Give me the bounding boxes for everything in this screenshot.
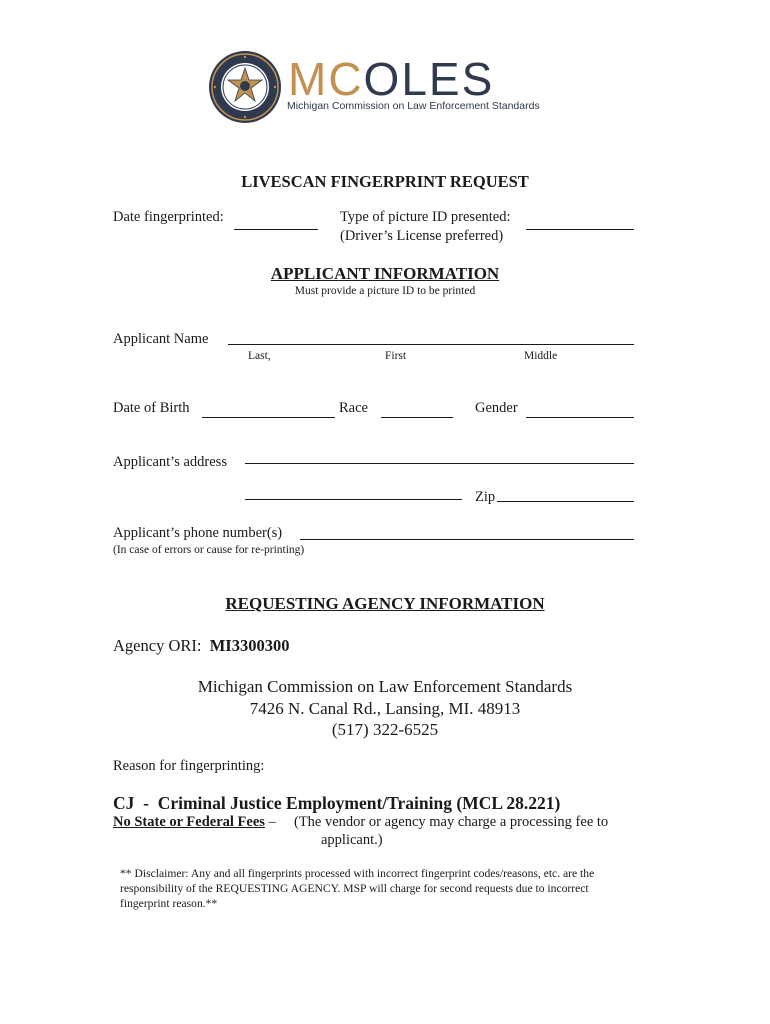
reason-code-line: CJ - Criminal Justice Employment/Training (MCL 28.221): [113, 793, 561, 813]
applicant-name-field[interactable]: [228, 344, 634, 345]
fees-label: No State or Federal Fees: [113, 814, 265, 830]
agency-phone: (517) 322-6525: [331, 720, 439, 739]
mcoles-wordmark: [288, 53, 495, 105]
logo-subtitle: Michigan Commission on Law Enforcement Standards: [287, 100, 540, 112]
phone-field[interactable]: [300, 539, 634, 540]
disclaimer-line-2: responsibility of the REQUESTING AGENCY. MSP will charge for second requests due to incorrect: [120, 882, 589, 895]
fees-note-2: applicant.): [321, 832, 383, 848]
zip-label: Zip: [475, 489, 496, 505]
wordmark-mc: MC: [288, 53, 364, 105]
gender-label: Gender: [475, 400, 518, 416]
gender-field[interactable]: [526, 417, 634, 418]
fees-line: [113, 814, 276, 831]
phone-note: (In case of errors or cause for re-printing): [113, 544, 305, 556]
fees-dash: –: [268, 814, 276, 830]
date-fingerprinted-label: Date fingerprinted:: [113, 209, 224, 225]
fees-note-1: (The vendor or agency may charge a processing fee to: [294, 814, 609, 830]
date-fingerprinted-field[interactable]: [234, 229, 318, 230]
agency-ori: [113, 636, 289, 656]
picture-id-note: (Driver’s License preferred): [340, 228, 504, 244]
name-first-caption: First: [385, 350, 407, 362]
form-title: LIVESCAN FINGERPRINT REQUEST: [241, 172, 529, 191]
disclaimer-line-1: ** Disclaimer: Any and all fingerprints processed with incorrect fingerprint codes/reasons, etc. are the: [120, 867, 595, 880]
mcoles-seal-logo: [208, 50, 282, 124]
agency-address: 7426 N. Canal Rd., Lansing, MI. 48913: [249, 699, 521, 718]
agency-name: Michigan Commission on Law Enforcement Standards: [197, 677, 573, 696]
applicant-name-label: Applicant Name: [113, 331, 209, 347]
disclaimer: [120, 866, 594, 911]
name-middle-caption: Middle: [524, 350, 558, 362]
address-line-1-field[interactable]: [245, 463, 634, 464]
address-label: Applicant’s address: [113, 454, 227, 470]
race-field[interactable]: [381, 417, 453, 418]
applicant-subheading: Must provide a picture ID to be printed: [294, 285, 476, 297]
picture-id-label: Type of picture ID presented:: [340, 209, 511, 225]
picture-id-field[interactable]: [526, 229, 634, 230]
agency-ori-label: Agency ORI:: [113, 636, 202, 655]
dob-field[interactable]: [202, 417, 335, 418]
address-line-2-field[interactable]: [245, 499, 462, 500]
applicant-heading: APPLICANT INFORMATION: [270, 264, 500, 283]
agency-ori-value: MI3300300: [209, 636, 290, 655]
agency-heading: REQUESTING AGENCY INFORMATION: [225, 594, 545, 613]
zip-field[interactable]: [497, 501, 634, 502]
dob-label: Date of Birth: [113, 400, 190, 416]
disclaimer-line-3: fingerprint reason.**: [120, 897, 218, 910]
reason-label: Reason for fingerprinting:: [113, 758, 265, 774]
name-last-caption: Last,: [248, 350, 271, 362]
wordmark-oles: OLES: [363, 53, 495, 105]
phone-label: Applicant’s phone number(s): [113, 525, 283, 541]
race-label: Race: [339, 400, 368, 416]
